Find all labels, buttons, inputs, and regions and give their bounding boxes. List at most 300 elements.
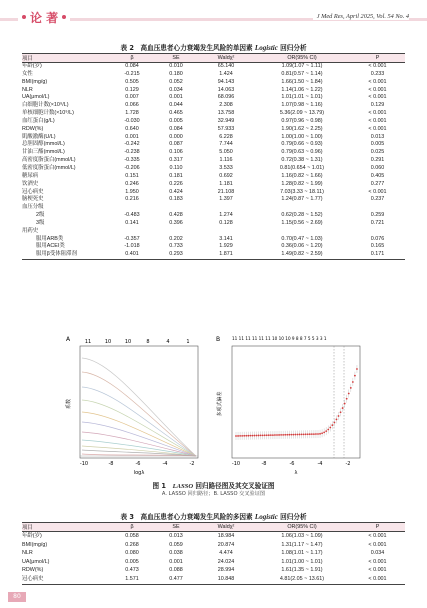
cv-point [262,434,264,436]
table-cell: 1.871 [198,251,254,259]
table-row [22,566,405,575]
table-cell [110,228,154,236]
table2-header-cell: SE [154,54,198,63]
table-cell: 68.096 [217,94,235,101]
section-title: 论 著 [30,10,59,25]
table-cell: 0.405 [370,172,385,179]
table-cell: < 0.001 [368,78,387,85]
cv-point [297,434,299,436]
table-cell: < 0.001 [368,558,387,565]
table-cell: -0.238 [124,149,140,156]
cv-point [264,434,266,436]
table-row [22,134,405,142]
table-cell: 0.001 [169,558,183,565]
table-cell: 0.038 [169,550,183,557]
brand-dot-icon [22,15,26,19]
brand-dot-icon [62,15,66,19]
table-cell: 65.140 [217,63,235,69]
table-cell: -0.357 [124,235,140,242]
table-cell: 1.571 [110,575,154,584]
cv-point [323,431,325,433]
table-cell: 0.202 [169,235,183,242]
cv-point [276,434,278,436]
table-cell: 0.007 [125,94,139,101]
cv-point [325,430,327,432]
table-cell: 0.129 [125,86,139,93]
table-cell: 1.07(0.98 ~ 1.16) [281,102,323,109]
table-cell: 14.063 [217,86,235,93]
x-tick-label: -4 [162,461,168,467]
cv-point [258,435,260,437]
table2 [22,53,405,260]
row-label: 总胆固醇(mmol/L) [22,141,65,148]
table-cell: 6.228 [219,133,233,140]
cv-point [354,375,356,377]
cv-point [344,403,346,405]
table-cell: 0.000 [169,133,183,140]
page-header [0,0,427,36]
table-cell: -0.206 [124,164,140,171]
table-row [22,243,405,251]
table-cell: 24.024 [217,558,235,565]
table3-header-cell: β [110,523,154,532]
table2-caption-italic: Logistic [254,44,278,52]
x-tick-label: -8 [108,461,114,467]
cv-point [280,434,282,436]
table-cell: 0.106 [169,149,183,156]
table-row [22,79,405,87]
table-row [22,228,405,236]
table3 [22,522,405,585]
table-cell: 1.397 [219,196,233,203]
table3-caption [0,511,427,521]
table-cell: 4.81(2.05 ~ 13.61) [254,575,350,584]
cv-point [301,434,303,436]
cv-point [286,434,288,436]
table-cell: -0.242 [124,141,140,148]
table-cell: 0.97(0.96 ~ 0.98) [281,117,323,124]
table3-header-cell: OR(95% CI) [254,523,350,532]
table-cell: < 0.001 [368,533,387,539]
table-cell: 0.080 [125,550,139,557]
row-label: 冠心病史 [22,188,44,195]
table-row [22,236,405,244]
cv-point [274,434,276,436]
cv-point [293,434,295,436]
table-cell: 28.994 [217,567,235,574]
cv-point [245,435,247,437]
cv-point [272,434,274,436]
row-label: 3级 [36,219,45,226]
table-cell: 1.181 [219,180,233,187]
top-tick-label: 8 [146,339,150,345]
table3-header-cell: P [350,523,405,532]
table-cell: 1.90(1.62 ~ 2.25) [281,125,323,132]
table-cell: 0.088 [169,567,183,574]
x-tick-label: -2 [345,461,351,467]
table-cell: 0.180 [169,70,183,77]
row-label: 糖尿病 [22,172,39,179]
table-cell: -1.018 [124,243,140,250]
top-tick-label: 4 [166,339,170,345]
table-cell: 0.291 [370,157,385,164]
row-label: 白细胞计数(×10⁹/L) [22,102,69,109]
row-label: 用药史 [22,227,39,234]
table-cell: 0.013 [169,533,183,539]
cv-point [352,381,354,383]
table-cell: 1.24(0.87 ~ 1.77) [281,196,323,203]
table-row [22,157,405,165]
row-label: BMI(mg/g) [22,541,48,548]
row-label: 血红蛋白(g/L) [22,117,55,124]
table2-header-cell: 项目 [22,54,110,63]
cv-point [268,434,270,436]
panel-b-top-axis: 11 11 11 11 11 11 10 10 10 9 8 8 7 5 5 3 3 1 [232,336,327,341]
table-cell: < 0.001 [368,94,387,101]
table-cell: 1.950 [125,188,139,195]
table-row [22,549,405,558]
table-row [22,204,405,212]
cv-point [338,415,340,417]
table-cell: 0.044 [169,102,183,109]
row-label: 服用ARB类 [36,235,64,242]
table-row [22,558,405,567]
row-label: 服用β受体阻滞剂 [22,251,110,259]
table-row [22,173,405,181]
cv-point [356,368,358,370]
table-cell: 4.474 [219,550,233,557]
table-cell: < 0.001 [368,63,387,69]
table-cell: 1.61(1.35 ~ 1.91) [281,567,323,574]
table-cell: 0.62(0.28 ~ 1.52) [281,212,323,219]
table-cell: -0.030 [124,117,140,124]
table-cell: 0.052 [169,78,183,85]
cv-point [350,387,352,389]
table-cell: 0.025 [370,149,385,156]
table-row [22,149,405,157]
row-label: 高密度脂蛋白(mmol/L) [22,157,76,164]
row-label: 甘油三酯(mmol/L) [22,149,65,156]
cv-point [336,419,338,421]
cv-point [247,435,249,437]
table2-header-cell: OR(95% CI) [254,54,350,63]
x-tick-label: -10 [231,461,241,467]
table-cell: 1.01(1.01 ~ 1.01) [281,94,323,101]
table-cell: 5.050 [219,149,233,156]
table-row [22,541,405,550]
table-cell: < 0.001 [368,125,387,132]
cv-point [249,435,251,437]
table-cell: 0.246 [125,180,139,187]
table3-caption-italic: Logistic [254,513,278,521]
table-cell: 21.108 [217,188,235,195]
cv-point [254,435,256,437]
cv-point [252,435,254,437]
table-cell: 0.640 [125,125,139,132]
figure1-caption [0,480,427,490]
table-cell: -0.483 [124,212,140,219]
table-cell: < 0.001 [368,110,387,117]
table-cell: 0.226 [169,180,183,187]
table-cell: 0.79(0.63 ~ 0.96) [281,149,323,156]
table-cell: 0.005 [169,117,183,124]
table2-caption-suffix: 回归分析 [277,44,307,52]
table-cell: 0.058 [125,533,139,539]
table2-caption-prefix: 表 2 高血压患者心力衰竭发生风险的单因素 [120,44,255,52]
table-cell [198,204,254,212]
table-cell: 0.171 [350,251,405,259]
table-cell: 0.087 [169,141,183,148]
row-label: NLR [22,550,33,557]
panel-b-label: B [216,336,221,343]
row-label: UA(μmol/L) [22,558,50,565]
table-cell: 0.183 [169,196,183,203]
cv-point [334,422,336,424]
table-cell: 1.728 [125,110,139,117]
journal-info: J Med Res, April 2025, Vol. 54 No. 4 [313,13,409,20]
table-cell: 1.00(1.00 ~ 1.00) [281,133,323,140]
row-label: NLR [22,86,33,93]
row-label: 年龄(岁) [22,533,42,539]
table-cell: 0.013 [370,133,385,140]
table3-header-cell: 项目 [22,523,110,532]
row-label: 女性 [22,70,33,77]
top-tick-label: 1 [186,339,190,345]
coefficient-path [82,372,196,456]
table2-header-cell: Waldχ² [198,54,254,63]
coefficient-path [82,387,196,456]
table-cell: 0.505 [125,78,139,85]
table-cell [154,204,198,212]
table-cell: 1.929 [219,243,233,250]
panel-b-cv-points [235,365,358,440]
row-label: 血压分级 [22,204,44,211]
table-cell: 0.076 [370,235,385,242]
table-row [22,141,405,149]
panel-a-y-label: 系数 [66,398,72,410]
cv-point [331,424,333,426]
table-cell: 0.010 [169,63,183,69]
x-tick-label: -4 [317,461,323,467]
table-cell: 0.034 [370,550,385,557]
cv-point [319,433,321,435]
cv-point [270,434,272,436]
table-cell: 94.143 [217,78,235,85]
table-cell: 20.874 [217,541,235,548]
table-cell [350,228,405,236]
table-cell: 0.237 [370,196,385,203]
table-row [22,181,405,189]
table-cell: 2.308 [219,102,233,109]
table3-caption-prefix: 表 3 高血压患者心力衰竭发生风险的多因素 [120,513,255,521]
table-cell: 0.465 [169,110,183,117]
x-tick-label: -6 [289,461,295,467]
table2-caption [0,42,427,52]
cv-point [317,433,319,435]
coefficient-path [82,400,196,456]
table-cell: 3.533 [219,164,233,171]
table-cell [198,228,254,236]
table2-body [22,63,405,260]
top-tick-label: 10 [104,339,112,345]
panel-a-top-axis [85,339,190,345]
table-cell: 0.401 [110,251,154,259]
table-cell: 7.744 [219,141,233,148]
table-cell: < 0.001 [368,567,387,574]
cv-point [288,434,290,436]
table-cell: 1.274 [219,212,233,219]
cv-point [299,434,301,436]
table-row [22,575,405,584]
table-cell: 0.181 [169,172,183,179]
table-cell: 0.060 [370,164,385,171]
table-cell: 0.81(0.654 ~ 1.01) [279,164,325,171]
figure1-caption-prefix: 图 1 [152,482,173,490]
cv-point [342,407,344,409]
table-cell: 10.848 [198,575,254,584]
panel-a-label: A [66,336,71,343]
figure1-panel-a [62,332,204,477]
table-cell: < 0.001 [368,188,387,195]
table-row [22,110,405,118]
row-label: 低密度脂蛋白(mmol/L) [22,164,76,171]
cv-point [327,429,329,431]
cv-point [340,411,342,413]
cv-point [309,433,311,435]
table-cell: 0.79(0.66 ~ 0.93) [281,141,323,148]
cv-point [282,434,284,436]
table-cell: 0.110 [169,164,183,171]
table-cell: < 0.001 [368,117,387,124]
table3-body [22,532,405,585]
table-cell [154,228,198,236]
row-label: 冠心病史 [22,575,110,584]
table-cell: 18.984 [217,533,235,539]
table-cell: 0.277 [370,180,385,187]
row-label: 单核细胞计数(×10⁹/L) [22,110,74,117]
cv-point [307,433,309,435]
table-cell: 0.72(0.38 ~ 1.31) [281,157,323,164]
figure1-caption-suffix: 回归路径图及其交叉验证图 [193,482,275,490]
table-row [22,212,405,220]
table-row [22,94,405,102]
table-cell: 0.396 [169,219,183,226]
cv-point [241,435,243,437]
table-cell: 0.692 [219,172,233,179]
table-cell: 0.317 [169,157,183,164]
table-cell [254,228,350,236]
x-tick-label: -8 [261,461,267,467]
row-label: 2级 [36,212,45,219]
table-cell: 1.31(1.17 ~ 1.47) [281,541,323,548]
table-cell: 0.36(0.06 ~ 1.20) [281,243,323,250]
cv-point [290,434,292,436]
cv-point [311,433,313,435]
table-cell: -0.335 [124,157,140,164]
cv-point [303,433,305,435]
table-cell: 1.16(0.82 ~ 1.66) [281,172,323,179]
cv-point [266,434,268,436]
table-row [22,189,405,197]
row-label: BMI(mg/g) [22,78,48,85]
cv-point [256,435,258,437]
table-cell: 0.259 [370,212,385,219]
cv-point [243,435,245,437]
cv-point [260,435,262,437]
table-cell: 1.116 [219,157,233,164]
table-cell: 1.49(0.82 ~ 2.59) [254,251,350,259]
table-cell: 1.09(1.07 ~ 1.11) [281,63,323,69]
table-cell: 0.216 [125,196,139,203]
table3-header-cell: SE [154,523,198,532]
table-cell: 0.005 [370,141,385,148]
table-cell: 0.129 [370,102,385,109]
table-cell: 0.165 [370,243,385,250]
table2-header-cell: β [110,54,154,63]
table-cell: 5.36(2.09 ~ 13.79) [279,110,325,117]
table-cell [254,204,350,212]
table-row [22,532,405,541]
table-cell: < 0.001 [350,575,405,584]
cv-point [295,434,297,436]
table-cell: 0.81(0.57 ~ 1.14) [281,70,323,77]
table-row [22,126,405,134]
row-label: 服用ACEI类 [36,243,65,250]
table-cell: 1.424 [219,70,233,77]
cv-point [239,435,241,437]
x-tick-label: -6 [135,461,141,467]
table3-header-row [22,523,405,532]
table-cell: 0.059 [169,541,183,548]
table-row [22,71,405,79]
lasso-cv-plot [212,332,366,477]
table-cell: < 0.001 [368,541,387,548]
table-row [22,63,405,71]
table-cell: 0.424 [169,188,183,195]
cv-point [329,427,331,429]
cv-point [348,393,350,395]
panel-a-x-axis [80,461,195,467]
cv-point [284,434,286,436]
cv-point [235,435,237,437]
table-cell: -0.215 [124,70,140,77]
table-cell: 0.721 [370,219,385,226]
table-cell: 57.933 [217,125,235,132]
table-cell: 1.66(1.50 ~ 1.84) [281,78,323,85]
panel-b-y-label: 多项式偏差 [217,391,223,417]
figure1-caption-italic: LASSO [172,483,194,490]
figure1-subcaption: A. LASSO 回归路径；B. LASSO 交叉验证图 [161,491,266,497]
cv-point [321,432,323,434]
table-cell: 1.06(1.03 ~ 1.09) [281,533,323,539]
top-tick-label: 10 [124,339,132,345]
figure1-panel-b [212,332,366,477]
table-cell: 7.03(3.33 ~ 18.11) [280,188,324,195]
table-row [22,196,405,204]
row-label: 年龄(岁) [22,63,42,69]
panel-a-coefficient-paths [80,358,198,456]
table-cell: 0.141 [125,219,139,226]
table-cell: 0.084 [125,63,139,69]
page-number: 80 [8,592,26,602]
cv-point [315,433,317,435]
table-row [22,118,405,126]
cv-point [346,398,348,400]
row-label: RDW(%) [22,567,44,574]
cv-point [278,434,280,436]
table-cell: 0.084 [169,125,183,132]
cv-point [237,435,239,437]
